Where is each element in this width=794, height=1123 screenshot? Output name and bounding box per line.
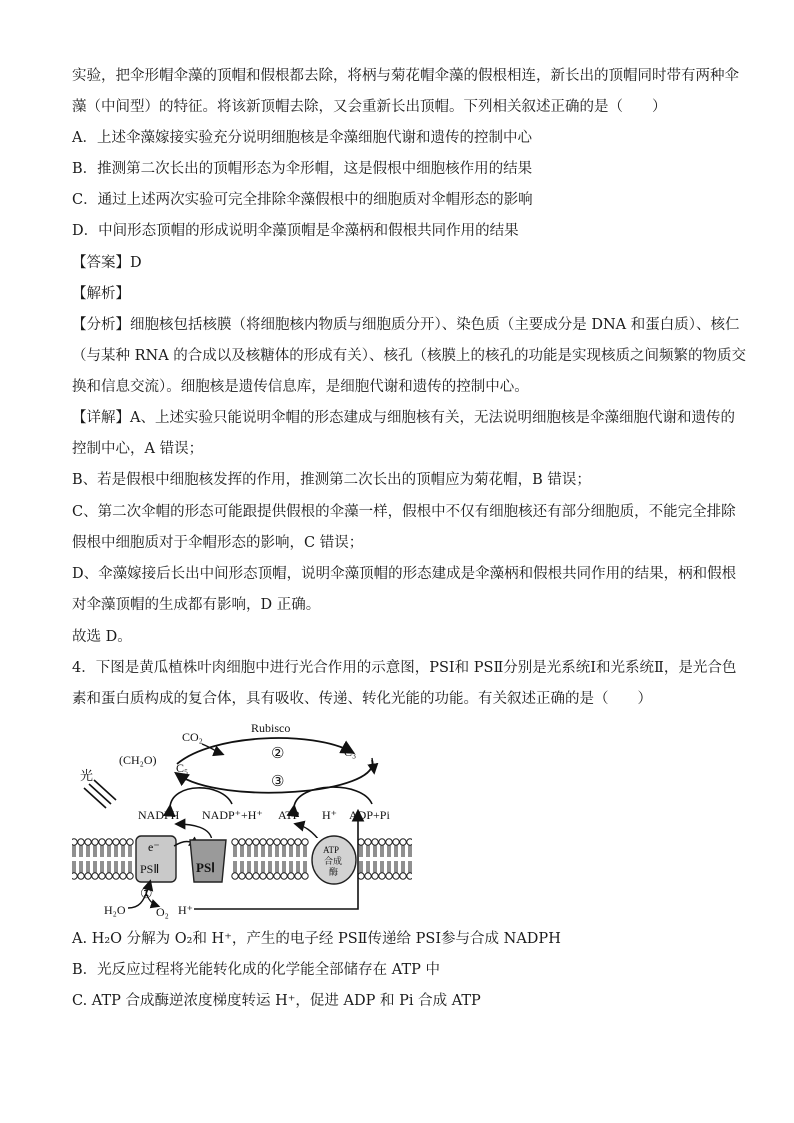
q3-option-a: A．上述伞藻嫁接实验充分说明细胞核是伞藻细胞代谢和遗传的控制中心 xyxy=(72,130,532,146)
hplus-top-label: H⁺ xyxy=(322,808,337,822)
lipid-head xyxy=(99,839,105,845)
nadph-label: NADPH xyxy=(138,808,180,822)
electron-label: e⁻ xyxy=(148,840,160,854)
lipid-head xyxy=(281,873,287,879)
q3-detail-line-3: B、若是假根中细胞核发挥的作用，推测第二次长出的顶帽应为菊花帽，B 错误； xyxy=(72,472,591,488)
lipid-head xyxy=(72,873,77,879)
atp-label: ATP xyxy=(278,808,300,822)
num-3: ③ xyxy=(271,774,285,790)
lipid-head xyxy=(386,873,392,879)
q3-analysis-line-1: 【分析】细胞核包括核膜（将细胞核内物质与细胞质分开）、染色质（主要成分是 DNA 和蛋白质）、核仁 xyxy=(72,317,740,333)
nadp-label: NADP⁺+H⁺ xyxy=(202,808,263,822)
adp-label: ADP+Pi xyxy=(349,808,390,822)
lipid-head xyxy=(72,839,77,845)
q3-analysis-line-2: （与某种 RNA 的合成以及核糖体的形成有关）、核孔（核膜上的核孔的功能是实现核质之间频繁的物质交 xyxy=(72,348,747,364)
lipid-head xyxy=(379,873,385,879)
q3-option-c: C．通过上述两次实验可完全排除伞藻假根中的细胞质对伞帽形态的影响 xyxy=(72,192,533,208)
q3-detail-line-1: 【详解】A、上述实验只能说明伞帽的形态建成与细胞核有关，无法说明细胞核是伞藻细胞代谢和遗传的 xyxy=(72,410,735,426)
atp-enzyme-label-1: ATP xyxy=(323,845,340,855)
q4-stem-line-1: 4．下图是黄瓜植株叶肉细胞中进行光合作用的示意图，PSⅠ和 PSⅡ分别是光系统Ⅰ和光系统Ⅱ，是光合色 xyxy=(72,660,737,676)
q3-detail-line-4: C、第二次伞帽的形态可能跟提供假根的伞藻一样，假根中不仅有细胞核还有部分细胞质，不能完全排除 xyxy=(72,504,736,520)
lipid-head xyxy=(295,839,301,845)
lipid-head xyxy=(393,873,399,879)
c3-down-arrow xyxy=(372,758,374,772)
lipid-head xyxy=(267,873,273,879)
lipid-head xyxy=(127,839,133,845)
atp-enzyme-label-2: 合成 xyxy=(324,856,343,866)
lipid-head xyxy=(127,873,133,879)
lipid-head xyxy=(253,873,259,879)
lipid-head xyxy=(92,873,98,879)
h2o-label: H₂O xyxy=(104,903,126,917)
lipid-head xyxy=(246,839,252,845)
c3-label: C₃ xyxy=(344,745,357,759)
lipid-head xyxy=(99,873,105,879)
q3-analysis-title: 【解析】 xyxy=(72,286,130,302)
q4-option-a: A. H₂O 分解为 O₂和 H⁺，产生的电子经 PSⅡ传递给 PSⅠ参与合成 NADPH xyxy=(72,931,561,947)
lipid-head xyxy=(120,839,126,845)
lipid-head xyxy=(113,839,119,845)
photosynthesis-diagram xyxy=(72,712,412,922)
lipid-head xyxy=(281,839,287,845)
lipid-head xyxy=(120,873,126,879)
q3-stem-line-2: 藻（中间型）的特征。将该新顶帽去除，又会重新长出顶帽。下列相关叙述正确的是（ ） xyxy=(72,99,667,115)
q3-option-b: B．推测第二次长出的顶帽形态为伞形帽，这是假根中细胞核作用的结果 xyxy=(72,161,533,177)
rubisco-label: Rubisco xyxy=(251,721,291,735)
lipid-head xyxy=(267,839,273,845)
lipid-head xyxy=(239,873,245,879)
lipid-head xyxy=(232,873,238,879)
q3-analysis-line-3: 换和信息交流）。细胞核是遗传信息库，是细胞代谢和遗传的控制中心。 xyxy=(72,379,529,395)
q3-detail-line-6: D、伞藻嫁接后长出中间形态顶帽，说明伞藻顶帽的形态建成是伞藻柄和假根共同作用的结果，柄和假根 xyxy=(72,566,737,582)
lipid-head xyxy=(379,839,385,845)
lipid-head xyxy=(400,873,406,879)
light-rays-icon xyxy=(84,780,116,808)
calvin-top-arc xyxy=(177,738,352,764)
lipid-head xyxy=(295,873,301,879)
lipid-head xyxy=(407,839,412,845)
lipid-head xyxy=(106,873,112,879)
lipid-head xyxy=(400,839,406,845)
lipid-head xyxy=(365,839,371,845)
lipid-head xyxy=(85,839,91,845)
lipid-head xyxy=(246,873,252,879)
q3-stem-line-1: 实验，把伞形帽伞藻的顶帽和假根都去除，将柄与菊花帽伞藻的假根相连，新长出的顶帽同时带有两种伞 xyxy=(72,68,739,84)
lipid-head xyxy=(113,873,119,879)
c5-label: C₅ xyxy=(176,761,189,775)
num-2: ② xyxy=(271,746,285,762)
co2-label: CO₂ xyxy=(182,730,203,744)
lipid-head xyxy=(386,839,392,845)
lipid-head xyxy=(302,839,308,845)
hplus-bottom-label: H⁺ xyxy=(178,903,193,917)
lipid-head xyxy=(407,873,412,879)
lipid-head xyxy=(253,839,259,845)
q4-stem-line-2: 素和蛋白质构成的复合体，具有吸收、传递、转化光能的功能。有关叙述正确的是（ ） xyxy=(72,691,652,707)
lipid-head xyxy=(288,839,294,845)
lipid-head xyxy=(85,873,91,879)
lipid-head xyxy=(288,873,294,879)
lipid-head xyxy=(365,873,371,879)
lipid-head xyxy=(260,873,266,879)
q3-conclusion: 故选 D。 xyxy=(72,629,132,645)
q4-option-c: C. ATP 合成酶逆浓度梯度转运 H⁺，促进 ADP 和 Pi 合成 ATP xyxy=(72,993,481,1009)
lipid-head xyxy=(302,873,308,879)
atp-enzyme-label-3: 酶 xyxy=(329,867,339,877)
lipid-head xyxy=(78,873,84,879)
lipid-head xyxy=(393,839,399,845)
lipid-head xyxy=(92,839,98,845)
lipid-head xyxy=(260,839,266,845)
psii-label: PSⅡ xyxy=(140,862,160,876)
psi-label: PSⅠ xyxy=(196,860,216,875)
lipid-head xyxy=(372,873,378,879)
o2-label: O₂ xyxy=(156,905,169,919)
q3-answer: 【答案】D xyxy=(72,255,142,271)
lipid-head xyxy=(232,839,238,845)
q3-detail-line-2: 控制中心，A 错误； xyxy=(72,441,204,457)
lipid-head xyxy=(372,839,378,845)
thylakoid-membrane xyxy=(72,838,412,880)
nadph-cycle-arrow xyxy=(170,788,232,807)
q4-option-b: B．光反应过程将光能转化成的化学能全部储存在 ATP 中 xyxy=(72,962,440,978)
light-label: 光 xyxy=(80,768,94,783)
q3-detail-line-7: 对伞藻顶帽的生成都有影响，D 正确。 xyxy=(72,597,321,613)
q3-detail-line-5: 假根中细胞质对于伞帽形态的影响，C 错误； xyxy=(72,535,364,551)
ch2o-label: (CH₂O) xyxy=(119,753,157,767)
lipid-head xyxy=(274,839,280,845)
q3-option-d: D．中间形态顶帽的形成说明伞藻顶帽是伞藻柄和假根共同作用的结果 xyxy=(72,223,519,239)
lipid-head xyxy=(106,839,112,845)
lipid-head xyxy=(78,839,84,845)
lipid-head xyxy=(274,873,280,879)
num-1: ① xyxy=(140,887,153,902)
lipid-head xyxy=(239,839,245,845)
